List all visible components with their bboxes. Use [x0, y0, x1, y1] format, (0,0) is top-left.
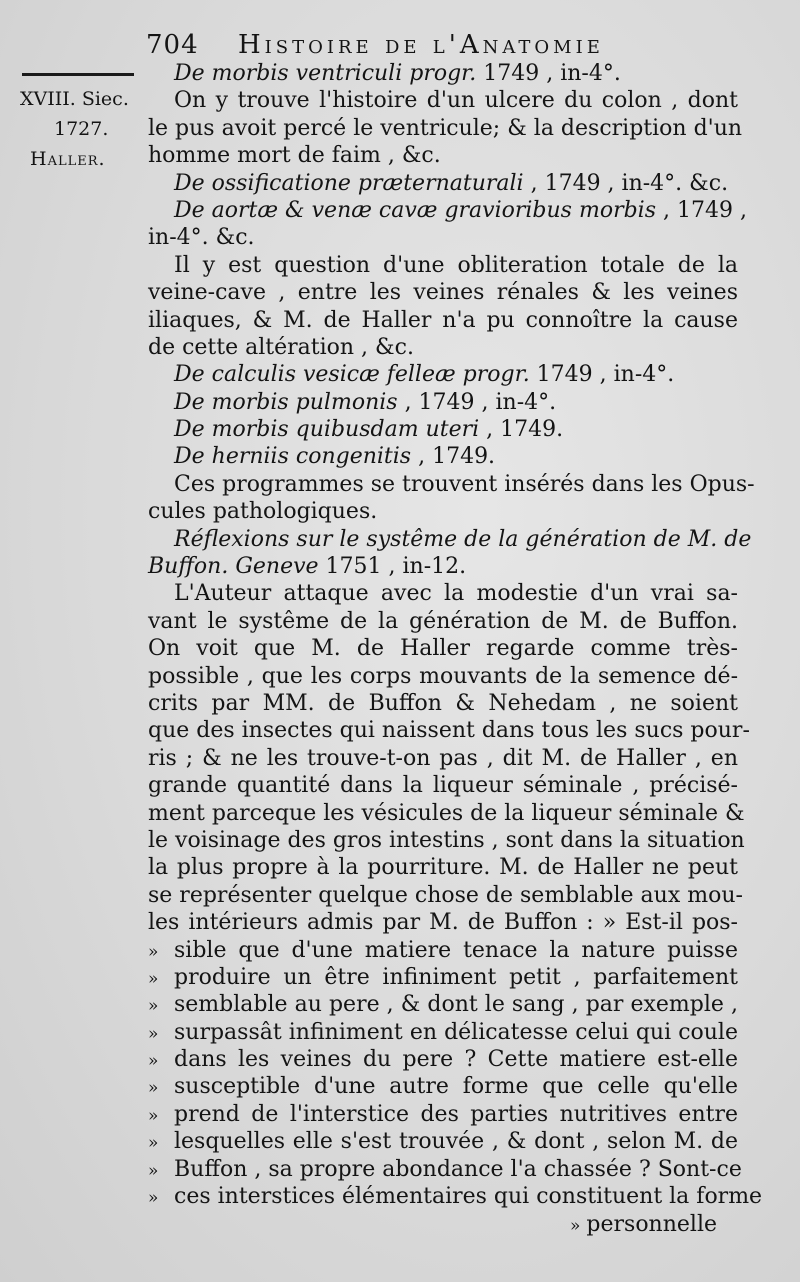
text-line	[148, 1046, 738, 1073]
text-line	[148, 1128, 738, 1155]
line-text: cules pathologiques.	[148, 499, 378, 525]
page-number: 704	[146, 30, 199, 60]
text-line	[148, 717, 750, 744]
text-line	[148, 635, 738, 662]
line-text: surpassât infiniment en délicatesse celui qui coule	[174, 1019, 738, 1045]
line-text: que des insectes qui naissent dans tous les sucs pour-	[148, 718, 750, 744]
body-text	[148, 60, 763, 1210]
line-text: semblable au pere , & dont le sang , par exemple ,	[174, 992, 738, 1018]
line-text: L'Auteur attaque avec la modestie d'un vrai sa-	[174, 581, 738, 607]
italic-title: De morbis pulmonis	[174, 389, 398, 415]
text-line	[148, 800, 745, 827]
text-line	[148, 772, 738, 799]
line-text: , 1749 ,	[656, 197, 747, 223]
margin-year: 1727.	[54, 118, 109, 140]
line-text: iliaques, & M. de Haller n'a pu connoître la cause	[148, 307, 738, 333]
margin-author: Haller.	[30, 148, 106, 170]
line-text: , 1749.	[411, 444, 496, 470]
text-line	[148, 307, 738, 334]
margin-rule	[22, 73, 134, 76]
quote-mark: »	[148, 1160, 159, 1181]
line-text: de cette altération , &c.	[148, 334, 414, 360]
line-text: On y trouve l'histoire d'un ulcere du colon , dont	[174, 88, 738, 114]
text-line	[148, 224, 738, 251]
line-text: , 1749.	[479, 417, 564, 443]
line-text: susceptible d'une autre forme que celle qu'elle	[174, 1074, 738, 1100]
quote-mark: »	[148, 996, 159, 1017]
text-line	[148, 1073, 738, 1100]
quote-mark: »	[148, 1051, 159, 1072]
text-line	[148, 252, 738, 279]
line-text: 1751 , in-12.	[318, 554, 467, 580]
text-line	[148, 553, 738, 580]
italic-title: De ossificatione præternaturali	[174, 170, 524, 196]
quote-mark: »	[148, 1105, 159, 1126]
text-line	[148, 115, 743, 142]
text-line	[148, 471, 755, 498]
italic-title: De morbis quibusdam uteri	[174, 417, 480, 443]
line-text: grande quantité dans la liqueur séminale , précisé-	[148, 773, 738, 799]
catchword	[570, 1212, 717, 1237]
line-text: 1749 , in-4°.	[529, 362, 675, 388]
line-text: On voit que M. de Haller regarde comme très-	[148, 636, 738, 662]
quote-mark: »	[148, 1023, 159, 1044]
margin-notes	[16, 84, 144, 174]
catchword-text: personnelle	[586, 1212, 718, 1237]
text-line	[148, 279, 738, 306]
line-text: lesquelles elle s'est trouvée , & dont , selon M. de	[174, 1129, 738, 1155]
quote-mark: »	[148, 941, 159, 962]
text-line	[148, 197, 747, 224]
line-text: in-4°. &c.	[148, 225, 255, 251]
line-text: ment parceque les vésicules de la liqueur séminale &	[148, 800, 745, 826]
text-line	[148, 991, 738, 1018]
line-text: crits par MM. de Buffon & Nehedam , ne soient	[148, 690, 738, 716]
text-line	[148, 882, 743, 909]
italic-title: De morbis ventriculi progr.	[174, 61, 477, 86]
line-text: se représenter quelque chose de semblable aux mou-	[148, 882, 743, 908]
text-line	[148, 1183, 763, 1210]
line-text: homme mort de faim , &c.	[148, 143, 441, 169]
line-text: veine-cave , entre les veines rénales & les veines	[148, 280, 738, 306]
quote-mark: »	[148, 1188, 159, 1209]
text-line	[148, 361, 738, 388]
text-line	[148, 745, 738, 772]
line-text: Ces programmes se trouvent insérés dans les Opus-	[174, 471, 755, 497]
text-line	[148, 1019, 738, 1046]
text-line	[148, 909, 738, 936]
line-text: ces interstices élémentaires qui constituent la forme	[174, 1184, 763, 1210]
italic-title: De aortæ & venæ cavæ gravioribus morbis	[174, 197, 656, 223]
margin-century: XVIII. Siec.	[20, 88, 129, 110]
line-text: ris ; & ne les trouve-t-on pas , dit M. de Haller , en	[148, 745, 738, 771]
text-line	[148, 827, 745, 854]
text-line	[148, 87, 738, 114]
line-text: dans les veines du pere ? Cette matiere est-elle	[174, 1047, 738, 1073]
italic-title: De calculis vesicæ felleæ progr.	[174, 362, 530, 388]
line-text: produire un être infiniment petit , parfaitement	[174, 964, 738, 990]
catchword-quote-mark: »	[570, 1216, 581, 1236]
quote-mark: »	[148, 1078, 159, 1099]
text-line	[148, 389, 738, 416]
italic-title: Réflexions sur le systême de la génération de M. de	[174, 526, 752, 552]
text-line	[148, 416, 738, 443]
line-text: , 1749 , in-4°.	[397, 389, 557, 415]
line-text: prend de l'interstice des parties nutritives entre	[174, 1101, 738, 1127]
text-line	[148, 526, 752, 553]
text-line	[148, 334, 738, 361]
line-text: le voisinage des gros intestins , sont dans la situation	[148, 827, 745, 853]
text-line	[148, 498, 738, 525]
text-line	[148, 142, 738, 169]
text-line	[148, 663, 738, 690]
text-line	[148, 964, 738, 991]
quote-mark: »	[148, 1133, 159, 1154]
text-line	[148, 690, 738, 717]
italic-title: De herniis congenitis	[174, 444, 412, 470]
italic-title: Buffon. Geneve	[148, 554, 319, 580]
line-text: le pus avoit percé le ventricule; & la description d'un	[148, 115, 743, 141]
text-line	[148, 854, 738, 881]
text-line	[148, 60, 738, 87]
quote-mark: »	[148, 968, 159, 989]
line-text: la plus propre à la pourriture. M. de Haller ne peut	[148, 855, 738, 881]
line-text: sible que d'une matiere tenace la nature puisse	[174, 937, 738, 963]
text-line	[148, 1156, 742, 1183]
text-line	[148, 608, 738, 635]
text-line	[148, 937, 738, 964]
line-text: possible , que les corps mouvants de la semence dé-	[148, 663, 738, 689]
text-line	[148, 1101, 738, 1128]
text-line	[148, 443, 738, 470]
line-text: Buffon , sa propre abondance l'a chassée ? Sont-ce	[174, 1156, 742, 1182]
line-text: , 1749 , in-4°. &c.	[523, 170, 729, 196]
running-head: Histoire de l'Anatomie	[238, 30, 604, 60]
line-text: 1749 , in-4°.	[476, 61, 621, 86]
line-text: les intérieurs admis par M. de Buffon : » Est-il pos-	[148, 910, 738, 936]
line-text: vant le systême de la génération de M. de Buffon.	[148, 608, 738, 634]
line-text: Il y est question d'une obliteration totale de la	[174, 252, 738, 278]
text-line	[148, 580, 738, 607]
text-line	[148, 170, 738, 197]
